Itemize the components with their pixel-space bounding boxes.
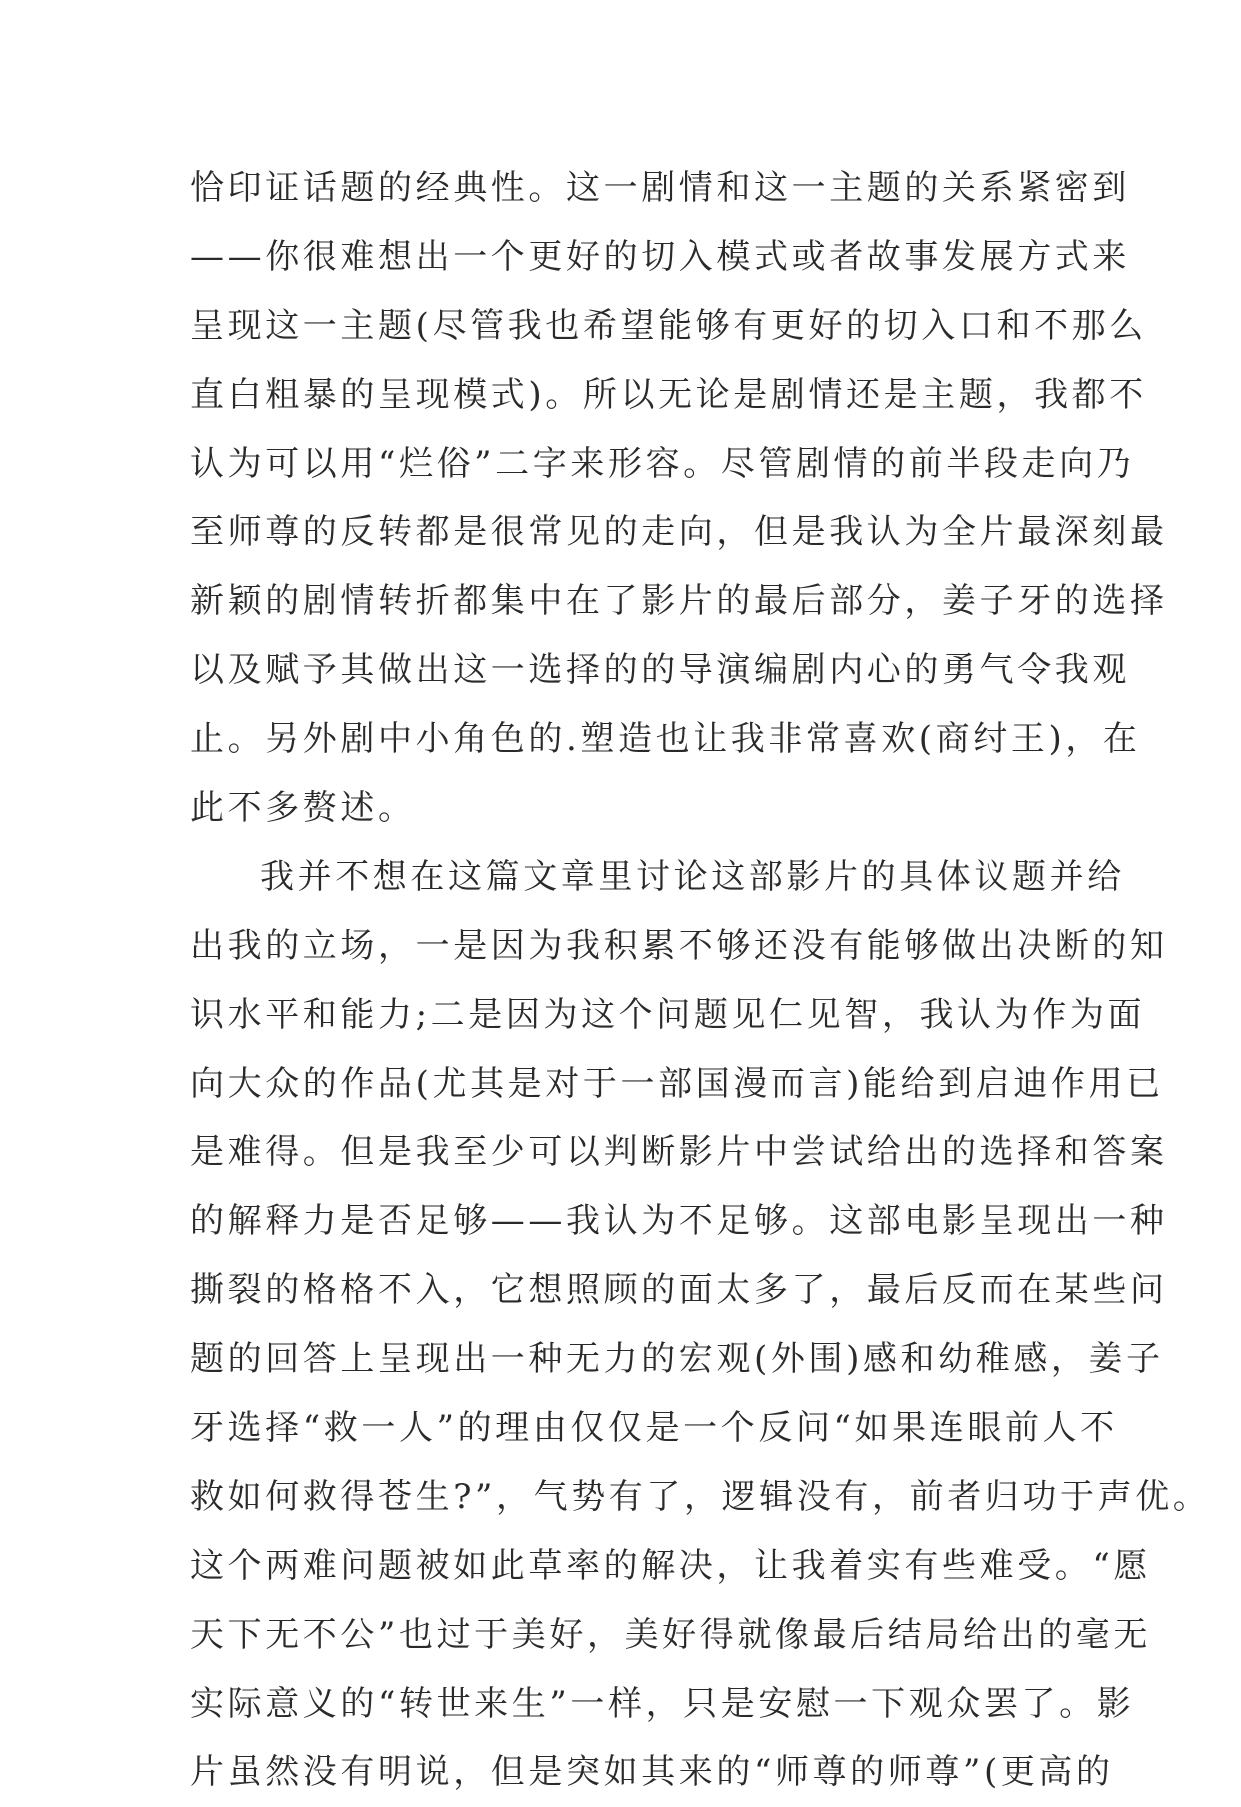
text-line: 出我的立场，一是因为我积累不够还没有能够做出决断的知 [190,925,1168,966]
text-line: 天下无不公”也过于美好，美好得就像最后结局给出的毫无 [190,1614,1151,1655]
text-line: 是难得。但是我至少可以判断影片中尝试给出的选择和答案 [190,1132,1168,1173]
text-line: 向大众的作品(尤其是对于一部国漫而言)能给到启迪作用已 [190,1063,1164,1104]
body-text [190,154,1211,1807]
text-line: 新颖的剧情转折都集中在了影片的最后部分，姜子牙的选择 [190,581,1168,622]
text-line: 恰印证话题的经典性。这一剧情和这一主题的关系紧密到 [190,168,1130,208]
text-line: 的解释力是否足够——我认为不足够。这部电影呈现出一种 [190,1201,1168,1242]
text-line: 止。另外剧中小角色的.塑造也让我非常喜欢(商纣王)，在 [190,719,1141,760]
text-line: 这个两难问题被如此草率的解决，让我着实有些难受。“愿 [190,1545,1151,1586]
text-line: 救如何救得苍生?”，气势有了，逻辑没有，前者归功于声优。 [190,1476,1211,1517]
text-line: ——你很难想出一个更好的切入模式或者故事发展方式来 [190,236,1130,277]
text-line: 实际意义的“转世来生”一样，只是安慰一下观众罢了。影 [190,1683,1135,1724]
text-line: 题的回答上呈现出一种无力的宏观(外围)感和幼稚感，姜子 [190,1339,1164,1380]
text-line: 直白粗暴的呈现模式)。所以无论是剧情还是主题，我都不 [190,374,1147,415]
text-line: 认为可以用“烂俗”二字来形容。尽管剧情的前半段走向乃 [190,443,1135,484]
text-line: 此不多赘述。 [190,788,416,829]
text-line: 至师尊的反转都是很常见的走向，但是我认为全片最深刻最 [190,512,1168,553]
text-line: 以及赋予其做出这一选择的的导演编剧内心的勇气令我观 [190,650,1130,691]
text-line: 撕裂的格格不入，它想照顾的面太多了，最后反而在某些问 [190,1270,1168,1311]
text-line: 我并不想在这篇文章里讨论这部影片的具体议题并给 [260,856,1125,897]
text-line: 呈现这一主题(尽管我也希望能够有更好的切入口和不那么 [190,305,1147,346]
text-line: 片虽然没有明说，但是突如其来的“师尊的师尊”(更高的 [190,1752,1114,1793]
text-line: 识水平和能力;二是因为这个问题见仁见智，我认为作为面 [190,994,1146,1035]
text-line: 牙选择“救一人”的理由仅仅是一个反问“如果连眼前人不 [190,1408,1118,1449]
